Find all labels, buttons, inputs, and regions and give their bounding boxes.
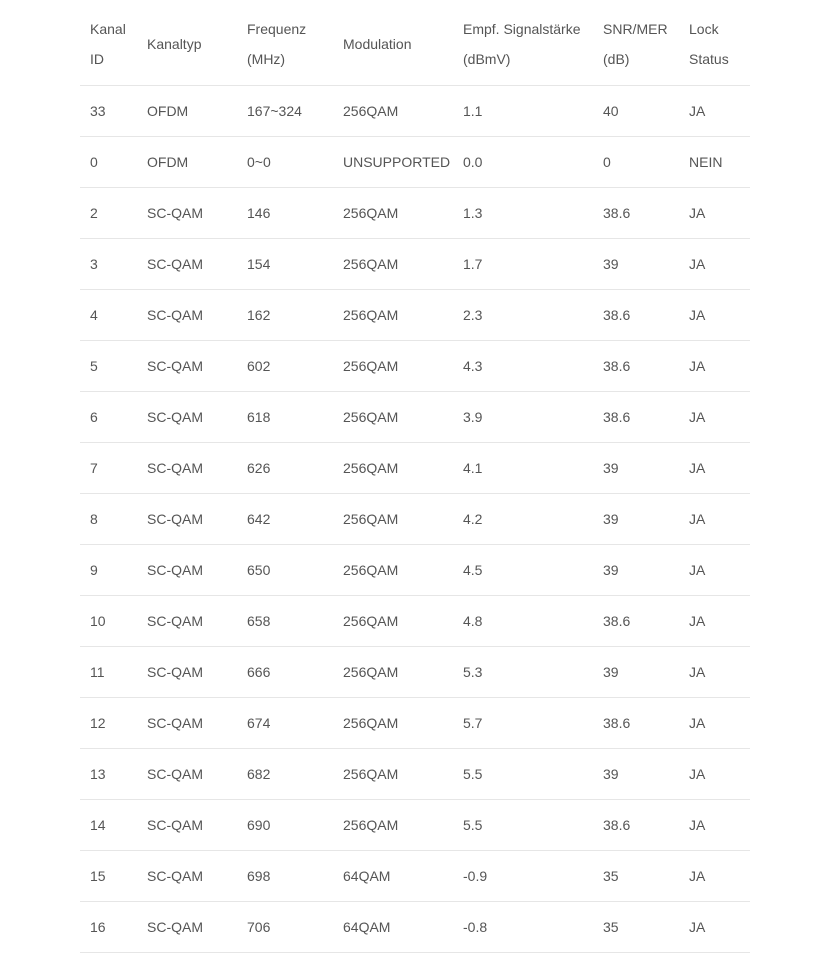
cell-lock-status: JA — [689, 307, 706, 323]
cell-snr-mer: 38.6 — [603, 613, 631, 629]
cell-signal-strength: 2.3 — [463, 307, 483, 323]
header-modulation-line1: Modulation — [343, 36, 412, 52]
cell-frequency: 658 — [247, 613, 271, 629]
cell-channel-type: SC-QAM — [147, 460, 203, 476]
cell-lock-status: JA — [689, 460, 706, 476]
cell-frequency: 146 — [247, 205, 271, 221]
cell-signal-strength: 4.1 — [463, 460, 483, 476]
cell-lock-status: JA — [689, 664, 706, 680]
cell-lock-status: JA — [689, 205, 706, 221]
table-row — [80, 239, 750, 290]
header-channel-id — [90, 14, 126, 74]
header-channel-type — [147, 29, 201, 59]
cell-signal-strength: 4.8 — [463, 613, 483, 629]
cell-lock-status: JA — [689, 817, 706, 833]
header-channel-type-line1: Kanaltyp — [147, 36, 202, 52]
cell-channel-id: 9 — [90, 562, 98, 578]
header-snr-mer-line1: SNR/MER — [603, 21, 668, 37]
cell-channel-id: 13 — [90, 766, 106, 782]
cell-snr-mer: 38.6 — [603, 409, 631, 425]
table-row — [80, 290, 750, 341]
cell-signal-strength: 5.5 — [463, 766, 483, 782]
table-row — [80, 494, 750, 545]
table-row — [80, 86, 750, 137]
cell-channel-type: SC-QAM — [147, 664, 203, 680]
cell-frequency: 162 — [247, 307, 271, 323]
cell-channel-type: SC-QAM — [147, 409, 203, 425]
cell-signal-strength: 4.3 — [463, 358, 483, 374]
cell-channel-type: OFDM — [147, 154, 189, 170]
cell-modulation: 256QAM — [343, 817, 399, 833]
table-row — [80, 902, 750, 953]
cell-snr-mer: 38.6 — [603, 205, 631, 221]
cell-signal-strength: 0.0 — [463, 154, 483, 170]
cell-frequency: 690 — [247, 817, 271, 833]
cell-channel-id: 11 — [90, 664, 105, 680]
table-row — [80, 698, 750, 749]
cell-modulation: 256QAM — [343, 664, 399, 680]
downstream-channel-table — [80, 0, 750, 953]
cell-lock-status: JA — [689, 358, 706, 374]
cell-signal-strength: 5.7 — [463, 715, 483, 731]
cell-frequency: 626 — [247, 460, 271, 476]
header-frequency-line1: Frequenz — [247, 21, 307, 37]
cell-channel-id: 8 — [90, 511, 98, 527]
header-frequency — [247, 14, 306, 74]
table-row — [80, 137, 750, 188]
cell-signal-strength: 3.9 — [463, 409, 483, 425]
cell-channel-id: 3 — [90, 256, 98, 272]
cell-channel-type: SC-QAM — [147, 307, 203, 323]
cell-channel-id: 15 — [90, 868, 106, 884]
cell-channel-id: 0 — [90, 154, 98, 170]
cell-frequency: 602 — [247, 358, 271, 374]
table-row — [80, 392, 750, 443]
cell-modulation: 256QAM — [343, 562, 399, 578]
cell-signal-strength: 1.7 — [463, 256, 483, 272]
cell-snr-mer: 38.6 — [603, 817, 631, 833]
cell-snr-mer: 35 — [603, 919, 619, 935]
cell-channel-type: SC-QAM — [147, 919, 203, 935]
cell-channel-id: 12 — [90, 715, 106, 731]
cell-snr-mer: 38.6 — [603, 715, 631, 731]
cell-snr-mer: 39 — [603, 766, 619, 782]
cell-modulation: 256QAM — [343, 103, 399, 119]
table-row — [80, 341, 750, 392]
cell-channel-type: SC-QAM — [147, 562, 203, 578]
cell-snr-mer: 39 — [603, 562, 619, 578]
cell-channel-id: 7 — [90, 460, 98, 476]
header-signal-strength-line2: (dBmV) — [463, 51, 511, 67]
cell-signal-strength: -0.9 — [463, 868, 488, 884]
cell-channel-id: 5 — [90, 358, 98, 374]
cell-signal-strength: 5.5 — [463, 817, 483, 833]
header-channel-id-line2: ID — [90, 51, 104, 67]
cell-channel-id: 4 — [90, 307, 98, 323]
cell-lock-status: JA — [689, 511, 706, 527]
cell-frequency: 167~324 — [247, 103, 302, 119]
header-signal-strength-line1: Empf. Signalstärke — [463, 21, 581, 37]
cell-signal-strength: 1.1 — [463, 103, 483, 119]
cell-frequency: 682 — [247, 766, 271, 782]
cell-modulation: 256QAM — [343, 460, 399, 476]
cell-lock-status: NEIN — [689, 154, 723, 170]
header-snr-mer-line2: (dB) — [603, 51, 630, 67]
cell-channel-type: SC-QAM — [147, 715, 203, 731]
table-header-row — [80, 0, 750, 86]
table-row — [80, 545, 750, 596]
cell-signal-strength: 1.3 — [463, 205, 483, 221]
cell-lock-status: JA — [689, 715, 706, 731]
header-lock-status-line1: Lock — [689, 21, 719, 37]
header-modulation — [343, 29, 412, 59]
cell-lock-status: JA — [689, 256, 706, 272]
header-snr-mer — [603, 14, 668, 74]
table-row — [80, 647, 750, 698]
cell-frequency: 706 — [247, 919, 271, 935]
cell-frequency: 618 — [247, 409, 271, 425]
cell-modulation: 256QAM — [343, 205, 399, 221]
table-body — [80, 86, 750, 953]
cell-snr-mer: 35 — [603, 868, 619, 884]
cell-modulation: 256QAM — [343, 307, 399, 323]
cell-channel-type: SC-QAM — [147, 256, 203, 272]
cell-modulation: 256QAM — [343, 511, 399, 527]
cell-channel-type: OFDM — [147, 103, 189, 119]
cell-lock-status: JA — [689, 103, 706, 119]
cell-channel-type: SC-QAM — [147, 205, 203, 221]
cell-signal-strength: -0.8 — [463, 919, 488, 935]
cell-lock-status: JA — [689, 766, 706, 782]
table-row — [80, 851, 750, 902]
cell-lock-status: JA — [689, 868, 706, 884]
cell-snr-mer: 39 — [603, 664, 619, 680]
cell-channel-type: SC-QAM — [147, 868, 203, 884]
cell-signal-strength: 5.3 — [463, 664, 483, 680]
cell-lock-status: JA — [689, 613, 706, 629]
table-row — [80, 749, 750, 800]
cell-modulation: 256QAM — [343, 766, 399, 782]
cell-modulation: 64QAM — [343, 919, 391, 935]
cell-channel-type: SC-QAM — [147, 358, 203, 374]
cell-modulation: 256QAM — [343, 715, 399, 731]
cell-channel-type: SC-QAM — [147, 511, 203, 527]
cell-modulation: UNSUPPORTED — [343, 154, 451, 170]
cell-snr-mer: 39 — [603, 460, 619, 476]
cell-channel-type: SC-QAM — [147, 613, 203, 629]
cell-lock-status: JA — [689, 409, 706, 425]
header-frequency-line2: (MHz) — [247, 51, 286, 67]
cell-modulation: 256QAM — [343, 613, 399, 629]
header-lock-status — [689, 14, 729, 74]
table-row — [80, 800, 750, 851]
table-row — [80, 443, 750, 494]
cell-signal-strength: 4.2 — [463, 511, 483, 527]
cell-frequency: 154 — [247, 256, 271, 272]
cell-modulation: 64QAM — [343, 868, 391, 884]
table-row — [80, 596, 750, 647]
cell-snr-mer: 0 — [603, 154, 611, 170]
cell-channel-id: 14 — [90, 817, 106, 833]
cell-channel-id: 33 — [90, 103, 106, 119]
cell-frequency: 650 — [247, 562, 271, 578]
cell-frequency: 674 — [247, 715, 271, 731]
cell-snr-mer: 39 — [603, 511, 619, 527]
cell-frequency: 0~0 — [247, 154, 271, 170]
cell-channel-id: 2 — [90, 205, 98, 221]
cell-snr-mer: 40 — [603, 103, 619, 119]
header-channel-id-line1: Kanal — [90, 21, 126, 37]
cell-frequency: 642 — [247, 511, 271, 527]
header-lock-status-line2: Status — [689, 51, 729, 67]
cell-channel-id: 10 — [90, 613, 106, 629]
cell-snr-mer: 38.6 — [603, 358, 631, 374]
cell-frequency: 666 — [247, 664, 271, 680]
cell-channel-type: SC-QAM — [147, 817, 203, 833]
cell-channel-id: 6 — [90, 409, 98, 425]
cell-modulation: 256QAM — [343, 256, 399, 272]
cell-modulation: 256QAM — [343, 409, 399, 425]
cell-modulation: 256QAM — [343, 358, 399, 374]
cell-snr-mer: 38.6 — [603, 307, 631, 323]
cell-signal-strength: 4.5 — [463, 562, 483, 578]
table-row — [80, 188, 750, 239]
cell-snr-mer: 39 — [603, 256, 619, 272]
cell-lock-status: JA — [689, 919, 706, 935]
cell-lock-status: JA — [689, 562, 706, 578]
cell-channel-id: 16 — [90, 919, 106, 935]
cell-frequency: 698 — [247, 868, 271, 884]
header-signal-strength — [463, 14, 581, 74]
cell-channel-type: SC-QAM — [147, 766, 203, 782]
